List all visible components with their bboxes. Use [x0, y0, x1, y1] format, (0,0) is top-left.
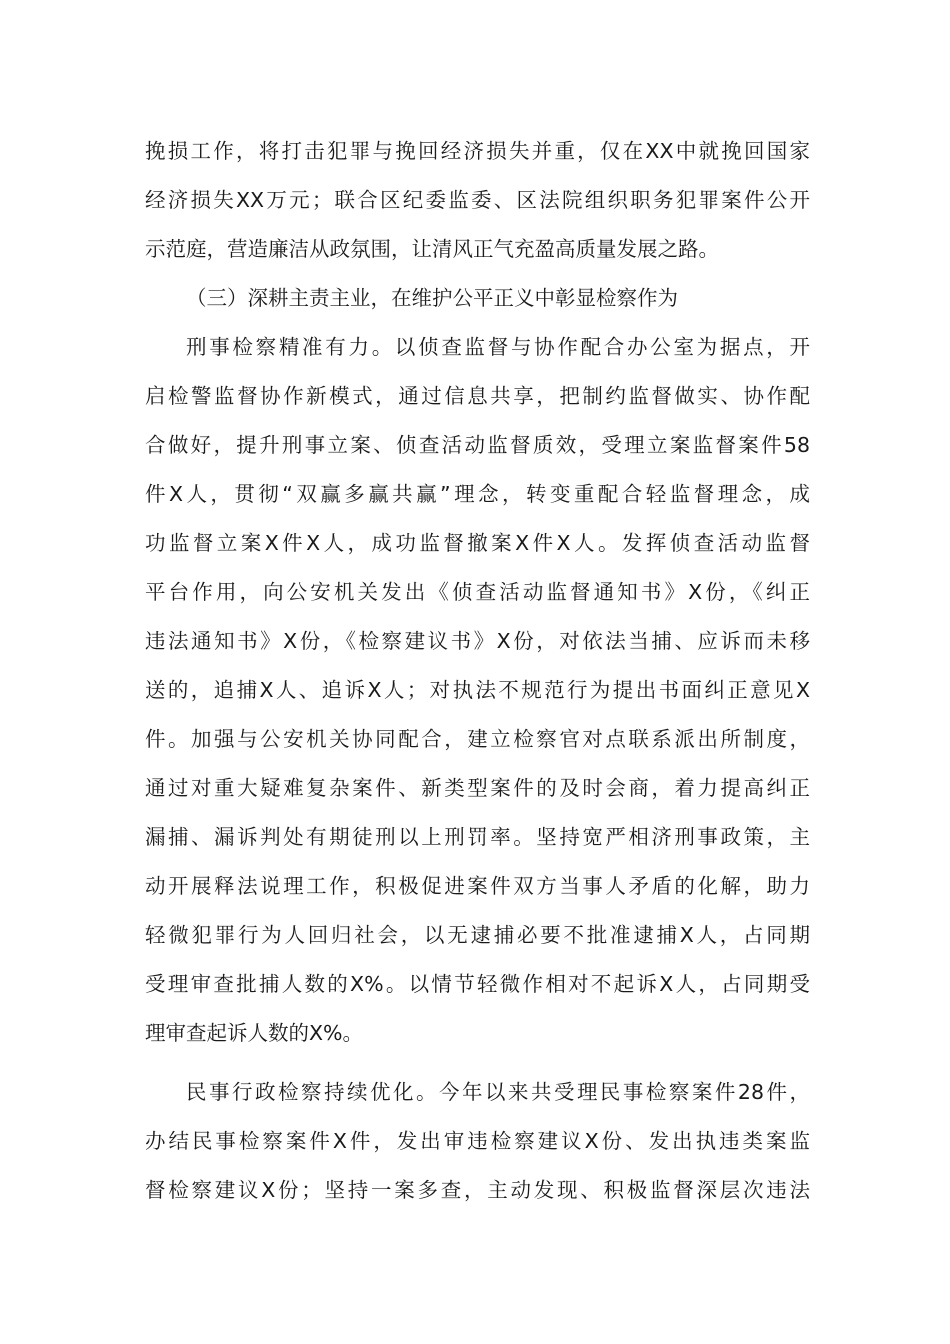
paragraph-line: 件X人，贯彻“双赢多赢共赢”理念，转变重配合轻监督理念，成	[145, 482, 810, 506]
paragraph-line: 违法通知书》X份，《检察建议书》X份，对依法当捕、应诉而未移	[145, 629, 810, 653]
paragraph-line: 动开展释法说理工作，积极促进案件双方当事人矛盾的化解，助力	[145, 874, 810, 898]
paragraph-line: 通过对重大疑难复杂案件、新类型案件的及时会商，着力提高纠正	[145, 776, 810, 800]
paragraph-line: 督检察建议X份；坚持一案多查，主动发现、积极监督深层次违法	[145, 1178, 810, 1202]
paragraph-line: 受理审查批捕人数的X%。以情节轻微作相对不起诉X人，占同期受	[145, 972, 810, 996]
paragraph-line: 漏捕、漏诉判处有期徒刑以上刑罚率。坚持宽严相济刑事政策，主	[145, 825, 810, 849]
paragraph-line: 启检警监督协作新模式，通过信息共享，把制约监督做实、协作配	[145, 384, 810, 408]
paragraph-line: 挽损工作，将打击犯罪与挽回经济损失并重，仅在XX中就挽回国家	[145, 139, 810, 163]
document-body	[145, 127, 810, 1215]
paragraph-3	[145, 1068, 810, 1215]
paragraph-spacer	[145, 1058, 810, 1068]
paragraph-line: 民事行政检察持续优化。今年以来共受理民事检察案件28件，	[186, 1080, 810, 1104]
paragraph-line: 送的，追捕X人、追诉X人；对执法不规范行为提出书面纠正意见X	[145, 678, 810, 702]
paragraph-line: 合做好，提升刑事立案、侦查活动监督质效，受理立案监督案件58	[145, 433, 810, 457]
paragraph-1	[145, 127, 810, 274]
paragraph-line: 功监督立案X件X人，成功监督撤案X件X人。发挥侦查活动监督	[145, 531, 810, 555]
paragraph-line: 经济损失XX万元；联合区纪委监委、区法院组织职务犯罪案件公开	[145, 188, 810, 212]
paragraph-line: 平台作用，向公安机关发出《侦查活动监督通知书》X份，《纠正	[145, 580, 810, 604]
paragraph-line: 刑事检察精准有力。以侦查监督与协作配合办公室为据点，开	[186, 335, 810, 359]
paragraph-line: 轻微犯罪行为人回归社会，以无逮捕必要不批准逮捕X人，占同期	[145, 923, 810, 947]
paragraph-line: 办结民事检察案件X件，发出审违检察建议X份、发出执违类案监	[145, 1129, 810, 1153]
paragraph-2	[145, 323, 810, 1058]
section-heading: （三）深耕主责主业，在维护公平正义中彰显检察作为	[186, 286, 678, 310]
paragraph-line: 示范庭，营造廉洁从政氛围，让清风正气充盈高质量发展之路。	[145, 237, 719, 261]
paragraph-line: 理审查起诉人数的X%。	[145, 1021, 364, 1045]
paragraph-line: 件。加强与公安机关协同配合，建立检察官对点联系派出所制度，	[145, 727, 810, 751]
